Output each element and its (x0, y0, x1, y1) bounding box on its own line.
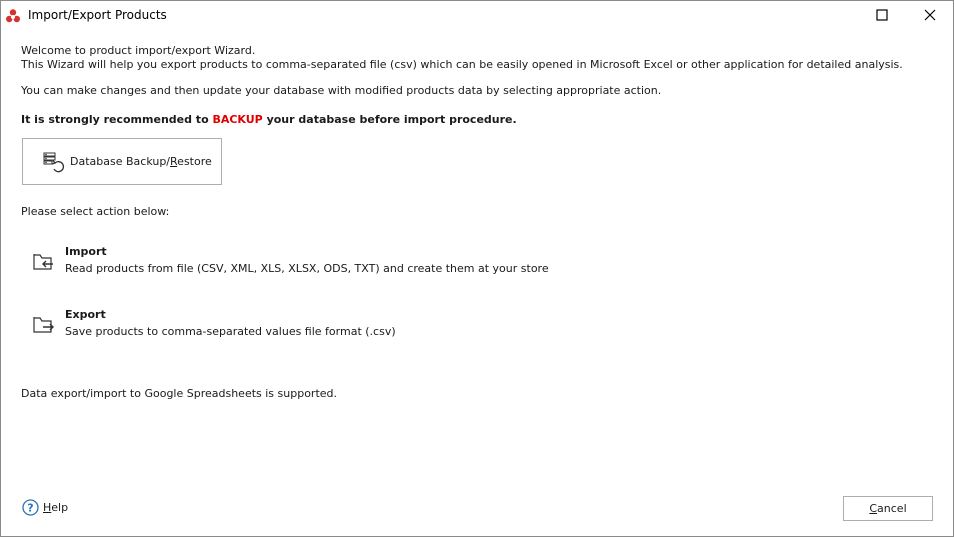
cancel-button[interactable] (843, 496, 933, 521)
welcome-text: Welcome to product import/export Wizard. (21, 44, 256, 57)
import-action[interactable] (31, 244, 549, 288)
folder-export-icon (31, 312, 55, 336)
warning-suffix: your database before import procedure. (262, 113, 517, 126)
google-spreadsheets-note: Data export/import to Google Spreadsheets is supported. (21, 387, 338, 400)
window-title: Import/Export Products (28, 8, 167, 22)
import-title: Import (65, 245, 107, 258)
update-description: You can make changes and then update your database with modified products data by selecting appropriate action. (21, 84, 662, 97)
export-action[interactable] (31, 307, 531, 351)
backup-warning (21, 113, 517, 126)
wizard-description: This Wizard will help you export products to comma-separated file (csv) which can be easily opened in Microsoft Excel or other application for detailed analysis. (21, 58, 903, 71)
backup-label-pre: Database Backup/ (70, 155, 171, 168)
help-label: Help (43, 501, 69, 514)
backup-label-accel: R (170, 155, 178, 168)
help-link[interactable] (22, 498, 82, 518)
export-description: Save products to comma-separated values file format (.csv) (65, 325, 396, 338)
help-circle-icon (22, 499, 39, 516)
select-action-prompt: Please select action below: (21, 205, 170, 218)
title-bar (1, 1, 953, 31)
maximize-button[interactable] (859, 1, 905, 31)
folder-import-icon (31, 249, 55, 273)
close-icon (924, 9, 936, 24)
cancel-label: Cancel (869, 502, 907, 515)
database-backup-restore-button[interactable] (22, 138, 222, 185)
backup-highlight: BACKUP (212, 113, 263, 126)
maximize-icon (876, 9, 888, 24)
export-title: Export (65, 308, 106, 321)
close-button[interactable] (907, 1, 953, 31)
svg-text:?: ? (27, 501, 34, 515)
backup-label-post: estore (177, 155, 212, 168)
import-description: Read products from file (CSV, XML, XLS, XLSX, ODS, TXT) and create them at your store (65, 262, 549, 275)
database-restore-icon (43, 151, 65, 173)
warning-prefix: It is strongly recommended to (21, 113, 213, 126)
app-logo-icon (5, 8, 21, 24)
backup-restore-label (70, 155, 212, 168)
